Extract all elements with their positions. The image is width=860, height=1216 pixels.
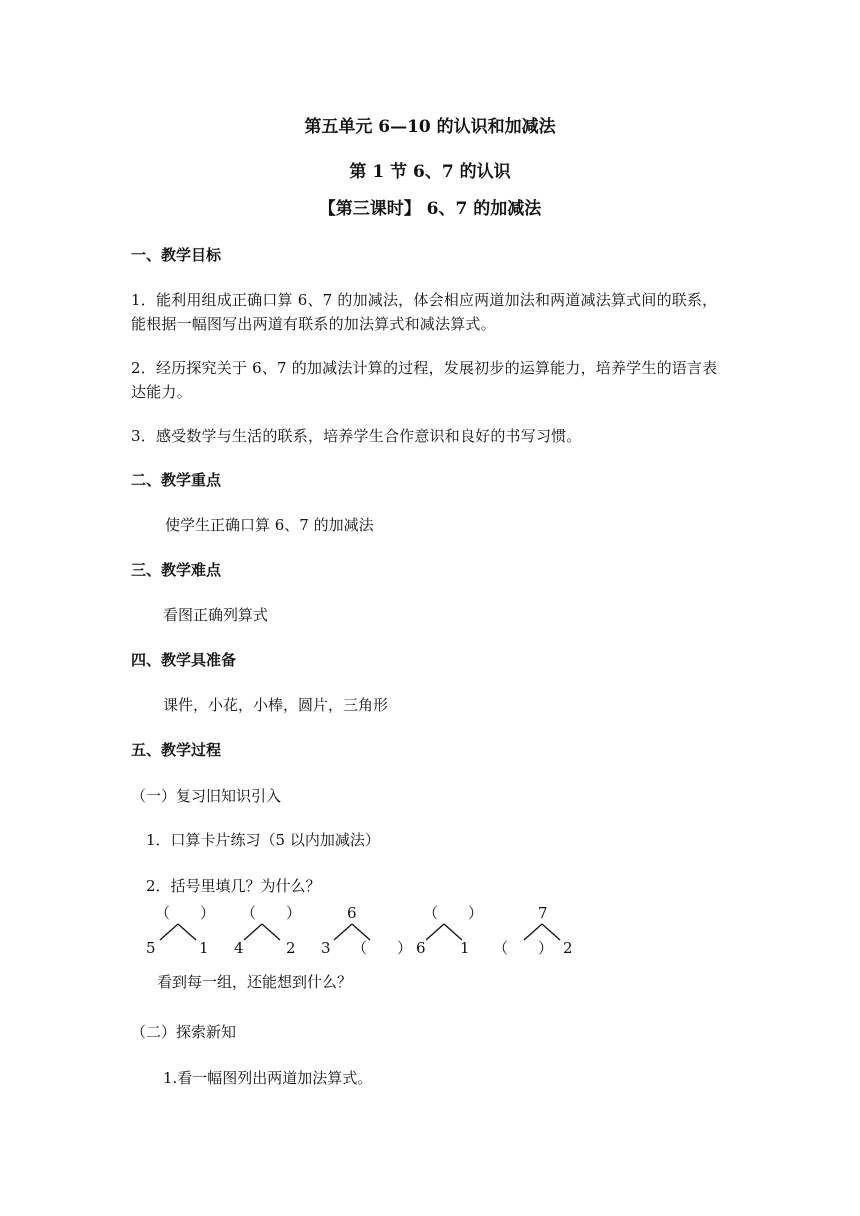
part1-item-2: 2．括号里填几？为什么？ — [146, 877, 321, 895]
bond-3-left: 3 — [321, 939, 331, 957]
bond-2-top[interactable]: （ ） — [241, 904, 302, 922]
goal-item-1: 1．能利用组成正确口算 6、7 的加减法，体会相应两道加法和两道减法算式间的联系，能根据一幅图写出两道有联系的加法算式和减法算式。 — [131, 291, 718, 333]
difficulties-text: 看图正确列算式 — [163, 606, 269, 624]
bond-1-right: 1 — [199, 939, 209, 957]
goal-item-2: 2．经历探究关于 6、7 的加减法计算的过程，发展初步的运算能力，培养学生的语言表达能力。 — [131, 359, 718, 401]
lesson-title: 【第三课时】 6、7 的加减法 — [318, 199, 542, 219]
difficulties-heading: 三、教学难点 — [131, 561, 222, 579]
bond-1-left: 5 — [146, 939, 156, 957]
part1-title: （一）复习旧知识引入 — [131, 787, 282, 805]
key-points-text: 使学生正确口算 6、7 的加减法 — [165, 516, 374, 534]
part2-item-1: 1.看一幅图列出两道加法算式。 — [163, 1069, 373, 1087]
bond-5-left[interactable]: （ ） — [493, 939, 554, 957]
bond-4-top[interactable]: （ ） — [423, 904, 484, 922]
goals-heading: 一、教学目标 — [131, 246, 222, 264]
bond-3-top: 6 — [347, 904, 357, 922]
bond-3-right[interactable]: （ ） — [352, 939, 413, 957]
bond-4-right: 1 — [460, 939, 470, 957]
goal-item-3: 3．感受数学与生活的联系，培养学生合作意识和良好的书写习惯。 — [131, 427, 582, 445]
bond-5-top: 7 — [538, 904, 548, 922]
materials-text: 课件，小花，小棒，圆片，三角形 — [163, 696, 389, 714]
bond-5-right: 2 — [563, 939, 573, 957]
part2-title: （二）探索新知 — [131, 1023, 237, 1041]
part1-item-1: 1．口算卡片练习（5 以内加减法） — [146, 831, 380, 849]
section-title: 第 1 节 6、7 的认识 — [349, 162, 511, 182]
part1-followup: 看到每一组，还能想到什么？ — [157, 973, 353, 991]
bond-2-left: 4 — [234, 939, 244, 957]
unit-title: 第五单元 6—10 的认识和加减法 — [304, 117, 556, 137]
process-heading: 五、教学过程 — [131, 741, 222, 759]
bond-1-top[interactable]: （ ） — [155, 904, 216, 922]
bond-2-right: 2 — [286, 939, 296, 957]
materials-heading: 四、教学具准备 — [131, 651, 237, 669]
key-points-heading: 二、教学重点 — [131, 471, 222, 489]
bond-4-left: 6 — [416, 939, 426, 957]
